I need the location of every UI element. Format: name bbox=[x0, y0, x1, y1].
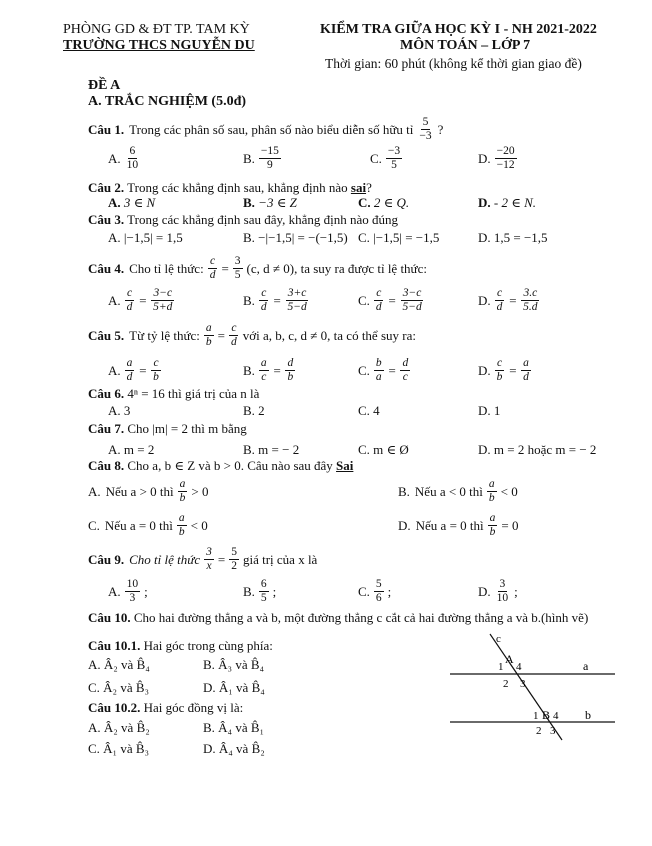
denominator: x bbox=[206, 560, 212, 572]
fraction bbox=[285, 287, 308, 314]
option-value: Â₄ và B̂₂ bbox=[218, 741, 265, 756]
denominator: b bbox=[153, 371, 159, 383]
question-text: Trong các khẳng định sau, khẳng định nào bbox=[127, 180, 348, 195]
numerator: 10 bbox=[126, 578, 139, 590]
option-letter: B. bbox=[243, 403, 255, 418]
q10-1-option-d[interactable] bbox=[203, 680, 265, 696]
q9-option-a[interactable] bbox=[108, 578, 148, 605]
fraction bbox=[374, 578, 384, 605]
q7-option-a[interactable] bbox=[108, 442, 154, 458]
q9-option-c[interactable] bbox=[358, 578, 391, 605]
question-label: Câu 10. bbox=[88, 610, 131, 625]
question-label: Câu 2. bbox=[88, 180, 125, 195]
q3-option-a[interactable] bbox=[108, 230, 183, 246]
fraction bbox=[259, 578, 269, 605]
numerator: a bbox=[126, 357, 133, 369]
fraction bbox=[125, 578, 141, 605]
numerator: d bbox=[287, 357, 294, 369]
option-value: 2 bbox=[258, 403, 265, 418]
option-letter: C. bbox=[358, 583, 370, 599]
option-letter: B. bbox=[243, 442, 255, 457]
angle-B4: 4 bbox=[553, 710, 559, 722]
numerator: 5 bbox=[375, 578, 382, 590]
numerator: c bbox=[210, 255, 216, 267]
option-letter: D. bbox=[398, 517, 411, 533]
school-name: TRƯỜNG THCS NGUYỄN DU bbox=[63, 38, 255, 53]
subject-title: MÔN TOÁN – LỚP 7 bbox=[400, 38, 531, 53]
fraction bbox=[285, 357, 295, 384]
q9-option-b[interactable] bbox=[243, 578, 276, 605]
option-letter: A. bbox=[108, 442, 121, 457]
q2-option-c[interactable] bbox=[358, 195, 409, 211]
q10-2-option-b[interactable] bbox=[203, 720, 264, 736]
question-10-2 bbox=[88, 700, 243, 716]
question-2 bbox=[88, 180, 372, 196]
denominator: 10 bbox=[126, 159, 139, 171]
q4-option-a[interactable]: A. $\frac{c}{d}$ = $\frac{3-c}{5+d}$ bbox=[108, 287, 173, 313]
option-value: Â₁ và B̂₄ bbox=[218, 680, 265, 695]
option-value: 4 bbox=[373, 403, 380, 418]
option-letter: B. bbox=[203, 720, 215, 735]
question-label: Câu 3. bbox=[88, 212, 125, 227]
section-title: A. TRẮC NGHIỆM (5.0đ) bbox=[88, 94, 247, 109]
numerator: a bbox=[489, 512, 496, 524]
question-text: Cho tỉ lệ thức: bbox=[129, 260, 204, 276]
numerator: 3.c bbox=[523, 287, 538, 299]
denominator: 2 bbox=[231, 560, 237, 572]
numerator: a bbox=[179, 478, 186, 490]
denominator: d bbox=[126, 371, 133, 383]
fraction bbox=[400, 357, 410, 384]
option-letter: C. bbox=[370, 150, 382, 166]
q2-option-a[interactable] bbox=[108, 195, 155, 211]
numerator: 3 bbox=[234, 255, 241, 267]
numerator: a bbox=[260, 357, 267, 369]
fraction bbox=[259, 287, 269, 314]
option-letter: A. bbox=[108, 362, 121, 378]
fraction bbox=[259, 357, 269, 384]
numerator: 5 bbox=[231, 546, 237, 558]
angle-B3: 3 bbox=[550, 725, 556, 737]
fraction bbox=[125, 287, 135, 314]
option-letter: D. bbox=[478, 583, 491, 599]
fraction bbox=[229, 322, 239, 349]
numerator: d bbox=[402, 357, 409, 369]
option-letter: A. bbox=[88, 720, 101, 735]
fraction bbox=[204, 322, 214, 349]
numerator: 6 bbox=[129, 145, 136, 157]
option-letter: C. bbox=[358, 292, 370, 308]
option-letter: C. bbox=[358, 195, 371, 210]
option-letter: A. bbox=[108, 195, 121, 210]
denominator: b bbox=[205, 336, 212, 348]
numerator: 3 bbox=[206, 546, 212, 558]
option-letter: D. bbox=[478, 362, 491, 378]
denominator: b bbox=[287, 371, 294, 383]
option-value: 2 ∈ Q. bbox=[373, 195, 410, 210]
question-8 bbox=[88, 458, 353, 474]
option-value: - 2 ∈ N. bbox=[493, 195, 537, 210]
option-letter: A. bbox=[88, 657, 101, 672]
q6-option-b[interactable] bbox=[243, 403, 265, 419]
denominator: 5 bbox=[391, 159, 397, 171]
numerator: b bbox=[375, 357, 382, 369]
denominator: 10 bbox=[496, 592, 509, 604]
option-value: 1,5 = −1,5 bbox=[493, 230, 548, 245]
question-label: Câu 9. bbox=[88, 551, 125, 567]
question-text: Trong các phân số sau, phân số nào biểu diễn số hữu tỉ bbox=[129, 121, 414, 137]
denominator: −12 bbox=[496, 159, 515, 171]
option-value: Â₂ và B̂₃ bbox=[103, 680, 150, 695]
option-letter: D. bbox=[478, 195, 491, 210]
option-letter: C. bbox=[358, 442, 370, 457]
option-separator: ; bbox=[144, 583, 148, 599]
fraction bbox=[151, 357, 161, 384]
fraction bbox=[495, 578, 511, 605]
option-letter: A. bbox=[108, 403, 121, 418]
q4-option-b[interactable]: B. $\frac{c}{d}$ = $\frac{3+c}{5-d}$ bbox=[243, 287, 307, 313]
option-value: Â₂ và B̂₂ bbox=[103, 720, 150, 735]
fraction bbox=[495, 145, 517, 172]
question-text: Cho a, b ∈ Z và b > 0. Câu nào sau đây bbox=[127, 458, 333, 473]
fraction bbox=[177, 512, 187, 539]
denominator: 5 bbox=[234, 269, 241, 281]
exam-title: KIỂM TRA GIỮA HỌC KỲ I - NH 2021-2022 bbox=[320, 22, 597, 37]
numerator: c bbox=[496, 287, 503, 299]
question-keyword: Sai bbox=[336, 458, 354, 473]
fraction bbox=[125, 145, 141, 172]
q1-option-d[interactable] bbox=[478, 145, 519, 172]
denominator: 5+d bbox=[153, 301, 173, 313]
denominator: c bbox=[402, 371, 408, 383]
q8-option-c[interactable] bbox=[88, 512, 208, 539]
question-label: Câu 8. bbox=[88, 458, 125, 473]
question-mark: ? bbox=[437, 121, 444, 137]
option-letter: B. bbox=[243, 230, 255, 245]
question-10 bbox=[88, 610, 588, 626]
denominator: 5 bbox=[260, 592, 267, 604]
angle-A1: 1 bbox=[498, 661, 504, 673]
option-letter: A. bbox=[108, 230, 121, 245]
question-4: Câu 4. Cho tỉ lệ thức: $\frac{c}{d}$ = $\frac{3}{5}$ (c, d ≠ 0), ta suy ra được tỉ lệ thức: bbox=[88, 255, 427, 281]
exam-time: Thời gian: 60 phút (không kể thời gian giao đề) bbox=[325, 56, 582, 71]
numerator: c bbox=[376, 287, 382, 299]
q8-option-d[interactable] bbox=[398, 512, 518, 539]
denominator: d bbox=[260, 301, 267, 313]
numerator: 3 bbox=[499, 578, 506, 590]
fraction bbox=[229, 546, 239, 573]
option-value: 3 ∈ N bbox=[123, 195, 156, 210]
numerator: 3−c bbox=[402, 287, 422, 299]
option-letter: D. bbox=[203, 680, 216, 695]
denominator: d bbox=[126, 301, 133, 313]
option-value: −|−1,5| = −(−1,5) bbox=[258, 230, 348, 245]
option-letter: B. bbox=[398, 483, 410, 499]
point-A: A bbox=[505, 652, 514, 666]
question-label: Câu 10.1. bbox=[88, 638, 141, 653]
q6-option-c[interactable] bbox=[358, 403, 380, 419]
q5-option-d[interactable]: D. $\frac{c}{b}$ = $\frac{a}{d}$ bbox=[478, 357, 529, 383]
denominator: 3 bbox=[129, 592, 136, 604]
option-value: |−1,5| = 1,5 bbox=[123, 230, 183, 245]
denominator: 5−d bbox=[287, 301, 307, 313]
option-letter: C. bbox=[358, 403, 370, 418]
fraction bbox=[259, 145, 281, 172]
numerator: c bbox=[231, 322, 237, 334]
fraction bbox=[204, 546, 214, 573]
q3-option-d[interactable] bbox=[478, 230, 548, 246]
option-letter: C. bbox=[358, 362, 370, 378]
q6-option-d[interactable] bbox=[478, 403, 500, 419]
fraction bbox=[374, 287, 384, 314]
numerator: c bbox=[496, 357, 503, 369]
denominator: b bbox=[488, 492, 495, 504]
option-letter: D. bbox=[478, 292, 491, 308]
question-text: giá trị của x là bbox=[242, 551, 318, 567]
question-text: Hai góc trong cùng phía: bbox=[143, 638, 273, 653]
angle-A4: 4 bbox=[516, 661, 522, 673]
question-text: Trong các khẳng định sau đây, khẳng định nào đúng bbox=[127, 212, 399, 227]
question-condition: (c, d ≠ 0), ta suy ra được tỉ lệ thức: bbox=[246, 260, 427, 276]
q5-option-c[interactable]: C. $\frac{b}{a}$ = $\frac{d}{c}$ bbox=[358, 357, 409, 383]
fraction bbox=[400, 287, 423, 314]
denominator: d bbox=[375, 301, 382, 313]
q3-option-c[interactable] bbox=[358, 230, 439, 246]
numerator: 3−c bbox=[153, 287, 173, 299]
option-value: 3 bbox=[123, 403, 131, 418]
option-value: 1 bbox=[493, 403, 501, 418]
question-text: Hai góc đồng vị là: bbox=[143, 700, 244, 715]
fraction bbox=[125, 357, 135, 384]
question-text: Từ tỷ lệ thức: bbox=[129, 327, 200, 343]
fraction bbox=[178, 478, 188, 505]
label-a: a bbox=[583, 659, 589, 673]
denominator: b bbox=[489, 526, 496, 538]
question-9: Câu 9. Cho tỉ lệ thức $\frac{3}{x}$ = $\frac{5}{2}$ giá trị của x là bbox=[88, 546, 318, 572]
option-letter: B. bbox=[243, 292, 255, 308]
denominator: d bbox=[523, 371, 529, 383]
fraction bbox=[417, 116, 433, 143]
option-separator: ; bbox=[387, 583, 392, 599]
point-B: B bbox=[542, 708, 551, 722]
denominator: 9 bbox=[267, 159, 273, 171]
option-letter: C. bbox=[88, 741, 100, 756]
option-letter: D. bbox=[478, 403, 491, 418]
option-text: > 0 bbox=[191, 483, 209, 499]
numerator: c bbox=[126, 287, 133, 299]
option-value: Â₁ và B̂₃ bbox=[103, 741, 150, 756]
option-text: Nếu a < 0 thì bbox=[414, 483, 483, 499]
option-value: Â₂ và B̂₄ bbox=[103, 657, 150, 672]
q1-option-c[interactable] bbox=[370, 145, 404, 172]
option-letter: B. bbox=[243, 362, 255, 378]
question-text: Cho |m| = 2 thì m bằng bbox=[127, 421, 247, 436]
q4-option-c[interactable]: C. $\frac{c}{d}$ = $\frac{3-c}{5-d}$ bbox=[358, 287, 422, 313]
option-value: m = − 2 bbox=[258, 442, 300, 457]
q7-option-c[interactable] bbox=[358, 442, 409, 458]
fraction bbox=[233, 255, 243, 282]
denominator: a bbox=[375, 371, 382, 383]
numerator: c bbox=[153, 357, 159, 369]
option-value: m = 2 bbox=[123, 442, 155, 457]
angle-A3: 3 bbox=[520, 678, 526, 690]
question-text: Cho tỉ lệ thức bbox=[129, 551, 201, 567]
denominator: −3 bbox=[419, 130, 432, 142]
option-letter: A. bbox=[88, 483, 101, 499]
option-separator: ; bbox=[514, 583, 518, 599]
question-label: Câu 4. bbox=[88, 260, 125, 276]
fraction bbox=[208, 255, 218, 282]
numerator: 5 bbox=[422, 116, 429, 128]
option-letter: B. bbox=[243, 583, 255, 599]
option-letter: A. bbox=[108, 583, 121, 599]
option-letter: B. bbox=[203, 657, 215, 672]
option-text: Nếu a > 0 thì bbox=[105, 483, 174, 499]
option-value: Â₃ và B̂₄ bbox=[218, 657, 265, 672]
numerator: c bbox=[261, 287, 267, 299]
question-5: Câu 5. Từ tỷ lệ thức: $\frac{a}{b}$ = $\frac{c}{d}$ với a, b, c, d ≠ 0, ta có thể suy ra: bbox=[88, 322, 416, 348]
fraction bbox=[374, 357, 384, 384]
q10-2-option-d[interactable] bbox=[203, 741, 265, 757]
question-label: Câu 1. bbox=[88, 121, 125, 137]
question-6 bbox=[88, 386, 259, 402]
q9-option-d[interactable] bbox=[478, 578, 518, 605]
denominator: b bbox=[496, 371, 503, 383]
denominator: d bbox=[209, 269, 216, 281]
numerator: −3 bbox=[387, 145, 401, 157]
option-value: |−1,5| = −1,5 bbox=[373, 230, 440, 245]
exam-code: ĐỀ A bbox=[88, 78, 121, 93]
fraction bbox=[488, 512, 498, 539]
q5-option-a[interactable]: A. $\frac{a}{d}$ = $\frac{c}{b}$ bbox=[108, 357, 159, 383]
angle-B1: 1 bbox=[533, 710, 539, 722]
fraction bbox=[487, 478, 497, 505]
q1-option-a[interactable] bbox=[108, 145, 142, 172]
question-keyword: sai bbox=[350, 180, 367, 195]
q8-option-b[interactable] bbox=[398, 478, 518, 505]
option-letter: B. bbox=[243, 195, 255, 210]
label-b: b bbox=[585, 708, 591, 722]
question-label: Câu 10.2. bbox=[88, 700, 141, 715]
q6-option-a[interactable] bbox=[108, 403, 130, 419]
q10-1-option-c[interactable] bbox=[88, 680, 149, 696]
numerator: a bbox=[205, 322, 212, 334]
q5-option-b[interactable]: B. $\frac{a}{c}$ = $\frac{d}{b}$ bbox=[243, 357, 294, 383]
option-value: Â₄ và B̂₁ bbox=[218, 720, 265, 735]
numerator: 3+c bbox=[287, 287, 307, 299]
label-c: c bbox=[496, 633, 501, 645]
fraction bbox=[386, 145, 402, 172]
option-text: Nếu a = 0 thì bbox=[104, 517, 173, 533]
option-letter: D. bbox=[478, 230, 491, 245]
question-7 bbox=[88, 421, 247, 437]
option-text: Nếu a = 0 thì bbox=[415, 517, 484, 533]
option-text: < 0 bbox=[190, 517, 208, 533]
angle-A2: 2 bbox=[503, 678, 509, 690]
q7-option-b[interactable] bbox=[243, 442, 299, 458]
q10-1-option-b[interactable] bbox=[203, 657, 264, 673]
option-letter: C. bbox=[358, 230, 370, 245]
denominator: b bbox=[179, 492, 186, 504]
q10-2-option-c[interactable] bbox=[88, 741, 149, 757]
q3-option-b[interactable] bbox=[243, 230, 348, 246]
numerator: a bbox=[523, 357, 529, 369]
question-1 bbox=[88, 116, 443, 143]
q10-1-option-a[interactable] bbox=[88, 657, 150, 673]
q2-option-d[interactable] bbox=[478, 195, 536, 211]
option-letter: A. bbox=[108, 292, 121, 308]
option-letter: D. bbox=[478, 150, 491, 166]
option-value: −3 ∈ Z bbox=[258, 195, 297, 210]
question-text: Cho hai đường thẳng a và b, một đường thẳng c cắt cả hai đường thẳng a và b.(hình vẽ) bbox=[133, 610, 589, 625]
question-label: Câu 5. bbox=[88, 327, 125, 343]
denominator: d bbox=[231, 336, 237, 348]
option-text: < 0 bbox=[500, 483, 518, 499]
option-letter: A. bbox=[108, 150, 121, 166]
q8-option-a[interactable] bbox=[88, 478, 208, 505]
option-letter: D. bbox=[478, 442, 491, 457]
fraction bbox=[495, 287, 505, 314]
q1-option-b[interactable] bbox=[243, 145, 283, 172]
numerator: a bbox=[488, 478, 495, 490]
numerator: a bbox=[178, 512, 185, 524]
question-mark: ? bbox=[366, 180, 372, 195]
option-value: m ∈ Ø bbox=[373, 442, 409, 457]
numerator: 6 bbox=[260, 578, 267, 590]
denominator: c bbox=[261, 371, 267, 383]
question-10-1 bbox=[88, 638, 273, 654]
fraction bbox=[521, 357, 531, 384]
numerator: −20 bbox=[496, 145, 515, 157]
option-separator: ; bbox=[272, 583, 277, 599]
fraction bbox=[521, 287, 539, 314]
question-label: Câu 6. bbox=[88, 386, 125, 401]
q2-option-b[interactable] bbox=[243, 195, 297, 211]
parallel-lines-figure bbox=[450, 632, 630, 747]
denominator: d bbox=[496, 301, 503, 313]
denominator: 5.d bbox=[523, 301, 538, 313]
option-letter: D. bbox=[203, 741, 216, 756]
fraction bbox=[495, 357, 505, 384]
question-3 bbox=[88, 212, 398, 228]
numerator: −15 bbox=[260, 145, 279, 157]
question-condition: với a, b, c, d ≠ 0, ta có thể suy ra: bbox=[242, 327, 416, 343]
option-letter: C. bbox=[88, 680, 100, 695]
angle-B2: 2 bbox=[536, 725, 542, 737]
q4-option-d[interactable]: D. $\frac{c}{d}$ = $\frac{3.c}{5.d}$ bbox=[478, 287, 538, 313]
option-text: = 0 bbox=[501, 517, 519, 533]
option-letter: C. bbox=[88, 517, 100, 533]
q7-option-d[interactable] bbox=[478, 442, 596, 458]
department-name: PHÒNG GD & ĐT TP. TAM KỲ bbox=[63, 22, 250, 37]
question-text: 4ⁿ = 16 thì giá trị của n là bbox=[127, 386, 260, 401]
fraction bbox=[151, 287, 174, 314]
q10-2-option-a[interactable] bbox=[88, 720, 150, 736]
option-letter: B. bbox=[243, 150, 255, 166]
denominator: b bbox=[178, 526, 185, 538]
denominator: 5−d bbox=[402, 301, 422, 313]
question-label: Câu 7. bbox=[88, 421, 125, 436]
option-value: m = 2 hoặc m = − 2 bbox=[493, 442, 597, 457]
denominator: 6 bbox=[375, 592, 382, 604]
